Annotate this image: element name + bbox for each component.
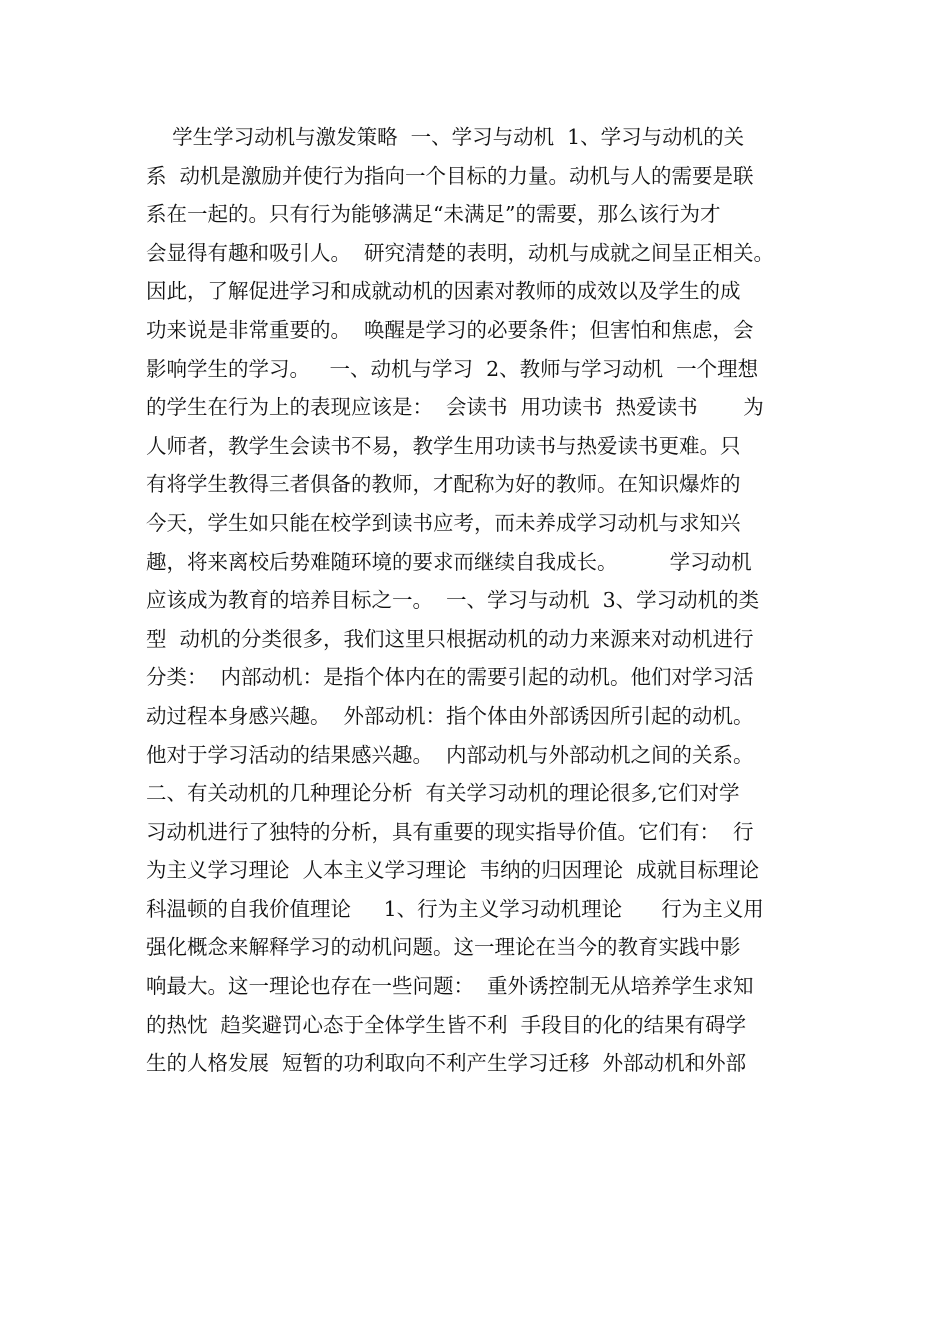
text-line: 学生学习动机与激发策略 一、学习与动机 1、学习与动机的关: [146, 125, 745, 149]
text-line: 应该成为教育的培养目标之一。 一、学习与动机 3、学习动机的类: [146, 588, 760, 613]
text-line: 为主义学习理论 人本主义学习理论 韦纳的归因理论 成就目标理论: [146, 858, 760, 883]
text-line: 强化概念来解释学习的动机问题。这一理论在当今的教育实践中影: [146, 935, 741, 960]
text-line: 的热忱 趋奖避罚心态于全体学生皆不利 手段目的化的结果有碍学: [146, 1012, 747, 1037]
text-line: 型 动机的分类很多，我们这里只根据动机的动力来源来对动机进行: [146, 626, 754, 651]
text-line: 的学生在行为上的表现应该是： 会读书 用功读书 热爱读书 为: [146, 395, 764, 420]
text-line: 系 动机是激励并使行为指向一个目标的力量。动机与人的需要是联: [146, 163, 754, 188]
text-line: 二、有关动机的几种理论分析 有关学习动机的理论很多,它们对学: [146, 781, 740, 806]
text-line: 功来说是非常重要的。 唤醒是学习的必要条件；但害怕和焦虑，会: [146, 317, 754, 342]
text-line: 系在一起的。只有行为能够满足“未满足”的需要，那么该行为才: [146, 202, 721, 227]
text-line: 人师者，教学生会读书不易，教学生用功读书与热爱读书更难。只: [146, 433, 741, 458]
text-line: 他对于学习活动的结果感兴趣。 内部动机与外部动机之间的关系。: [146, 742, 754, 767]
text-line: 今天，学生如只能在校学到读书应考，而未养成学习动机与求知兴: [146, 510, 741, 535]
text-line: 动过程本身感兴趣。 外部动机：指个体由外部诱因所引起的动机。: [146, 703, 754, 728]
text-line: 有将学生教得三者俱备的教师，才配称为好的教师。在知识爆炸的: [146, 472, 741, 497]
text-line: 趣，将来离校后势难随环境的要求而继续自我成长。 学习动机: [146, 549, 752, 574]
text-line: 因此，了解促进学习和成就动机的因素对教师的成效以及学生的成: [146, 279, 741, 304]
text-line: 响最大。这一理论也存在一些问题： 重外诱控制无从培养学生求知: [146, 974, 754, 999]
text-line: 影响学生的学习。 一、动机与学习 2、教师与学习动机 一个理想: [146, 356, 759, 381]
text-line: 科温顿的自我价值理论 1、行为主义学习动机理论 行为主义用: [146, 896, 764, 921]
text-line: 会显得有趣和吸引人。 研究清楚的表明，动机与成就之间呈正相关。: [146, 240, 775, 265]
text-line: 习动机进行了独特的分析，具有重要的现实指导价值。它们有： 行: [146, 819, 754, 844]
body-text: [146, 118, 826, 1083]
text-line: 分类： 内部动机：是指个体内在的需要引起的动机。他们对学习活: [146, 665, 754, 690]
text-line: 生的人格发展 短暂的功利取向不利产生学习迁移 外部动机和外部: [146, 1051, 747, 1076]
